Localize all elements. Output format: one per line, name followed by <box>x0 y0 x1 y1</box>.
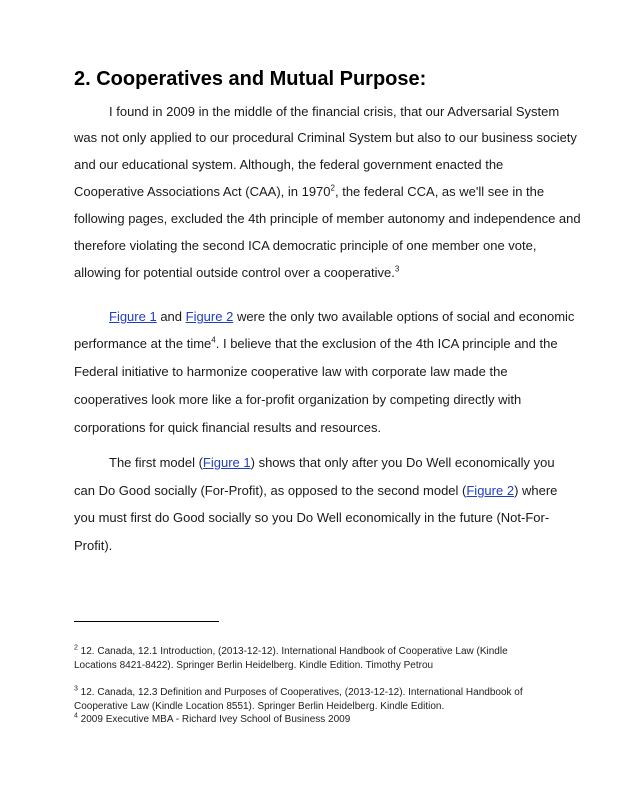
footnote-3-number: 3 <box>74 685 78 693</box>
paragraph-3-line-1 <box>109 455 555 471</box>
paragraph-2-line-3: Federal initiative to harmonize cooperative law with corporate law made the <box>74 364 508 379</box>
paragraph-3-line-3: you must first do Good socially so you Do Well economically in the future (Not-For- <box>74 510 550 525</box>
paragraph-1-line-2: was not only applied to our procedural Criminal System but also to our business society <box>74 130 577 145</box>
footnote-4-text: 2009 Executive MBA - Richard Ivey School of Business 2009 <box>77 714 351 725</box>
footnote-ref-4[interactable]: 4 <box>211 335 216 345</box>
paragraph-1-line-3: and our educational system. Although, the federal government enacted the <box>74 157 504 172</box>
section-heading: 2. Cooperatives and Mutual Purpose: <box>74 68 427 90</box>
footnote-ref-2[interactable]: 2 <box>330 183 335 193</box>
paragraph-2-text-and: and <box>156 309 186 324</box>
paragraph-3-line-4: Profit). <box>74 538 113 553</box>
paragraph-1-line-7 <box>74 265 399 281</box>
paragraph-2-line-2-text-a: performance at the time <box>74 336 212 351</box>
footnote-4-line-1 <box>74 713 350 726</box>
footnote-3-text: 12. Canada, 12.3 Definition and Purposes of Cooperatives, (2013-12-12). International Handbook of <box>77 687 523 698</box>
paragraph-2-line-1 <box>109 309 574 325</box>
paragraph-1-line-7-text: allowing for potential outside control over a cooperative. <box>74 265 395 280</box>
figure-2-link[interactable]: Figure 2 <box>466 483 515 498</box>
paragraph-1-line-5: following pages, excluded the 4th principle of member autonomy and independence and <box>74 211 581 226</box>
paragraph-1-line-4 <box>74 184 544 200</box>
paragraph-3-line-2-text-b: ) where <box>514 483 558 498</box>
paragraph-3-line-2 <box>74 483 557 499</box>
paragraph-2-line-1-text: were the only two available options of social and economic <box>233 309 575 324</box>
figure-1-link[interactable]: Figure 1 <box>109 309 157 324</box>
footnote-ref-3[interactable]: 3 <box>394 264 400 274</box>
paragraph-2-line-5: corporations for quick financial results and resources. <box>74 420 382 435</box>
paragraph-3-line-1-text-a: The first model ( <box>109 455 203 470</box>
paragraph-2-line-2 <box>74 336 558 352</box>
figure-1-link[interactable]: Figure 1 <box>202 455 251 470</box>
footnote-4-number: 4 <box>74 712 78 720</box>
footnote-2-line-1 <box>74 645 508 658</box>
paragraph-1-line-6: therefore violating the second ICA democratic principle of one member one vote, <box>74 238 537 253</box>
footnote-2-number: 2 <box>74 644 78 652</box>
paragraph-2-line-2-text-b: . I believe that the exclusion of the 4th ICA principle and the <box>215 336 558 351</box>
paragraph-1-line-1: I found in 2009 in the middle of the financial crisis, that our Adversarial System <box>109 104 560 119</box>
paragraph-3-line-2-text-a: can Do Good socially (For-Profit), as opposed to the second model ( <box>74 483 467 498</box>
footnote-2-text: 12. Canada, 12.1 Introduction, (2013-12-12). International Handbook of Cooperative Law (Kindle <box>77 646 508 657</box>
footnote-separator <box>74 621 219 622</box>
paragraph-2-line-4: cooperatives look more like a for-profit organization by competing directly with <box>74 392 522 407</box>
figure-2-link[interactable]: Figure 2 <box>185 309 234 324</box>
footnote-3-line-1 <box>74 686 523 699</box>
footnote-3-line-2: Cooperative Law (Kindle Location 8551). Springer Berlin Heidelberg. Kindle Edition. <box>74 701 445 712</box>
footnote-2-line-2: Locations 8421-8422). Springer Berlin Heidelberg. Kindle Edition. Timothy Petrou <box>74 660 434 671</box>
paragraph-1-line-4-text-b: , the federal CCA, as we'll see in the <box>334 184 545 199</box>
paragraph-1-line-4-text-a: Cooperative Associations Act (CAA), in 1970 <box>74 184 331 199</box>
paragraph-3-line-1-text-b: ) shows that only after you Do Well economically you <box>250 455 555 470</box>
